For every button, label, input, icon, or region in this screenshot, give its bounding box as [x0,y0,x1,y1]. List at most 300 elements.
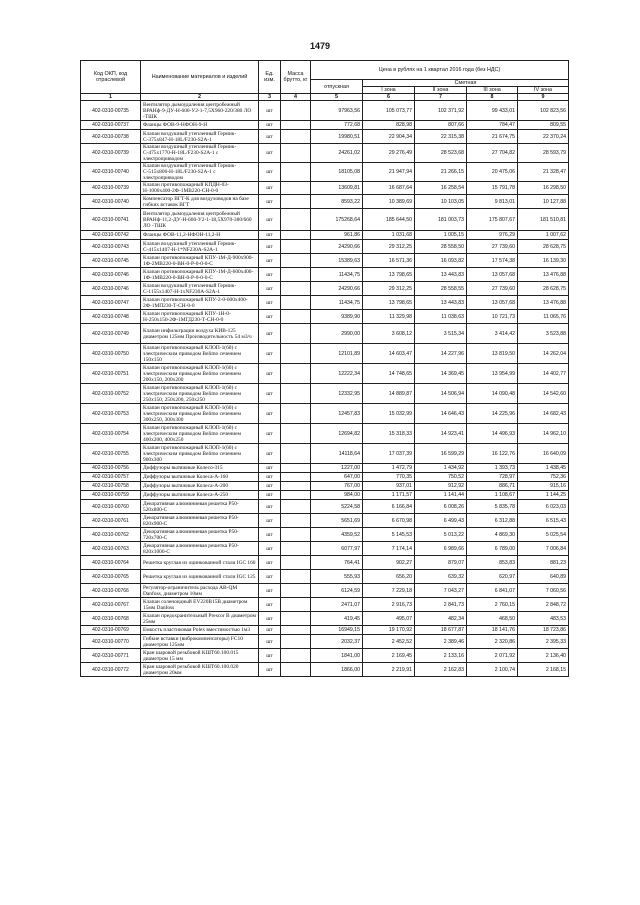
item-mass [281,296,311,310]
price-release: 2032,37 [311,635,363,649]
price-zone-4: 14 542,60 [518,384,569,404]
header-unit: Ед. изм. [259,61,281,94]
item-name: Клапан противопожарный КЛОП-1(60) с электрическим приводом Belimo сечением 250х150, 250х200, 250х250 [141,384,259,404]
price-zone-3: 15 791,78 [467,182,518,195]
price-zone-1: 6 166,84 [363,500,415,514]
price-zone-4: 7 060,56 [518,584,569,598]
price-zone-3: 2 100,74 [467,663,518,677]
price-zone-4: 3 523,88 [518,324,569,344]
item-code: 402-0310-00765 [81,570,141,584]
item-name: Клапан противопожарный КПУ-1М-Д-900х900-1Ф-2МВ220-0-ВН-0-Р-0-0-0-С [141,254,259,268]
table-row [81,635,569,649]
price-zone-3: 175 807,67 [467,209,518,231]
table-row [81,424,569,444]
table-row [81,626,569,635]
price-zone-1: 11 329,98 [363,310,415,324]
item-mass [281,195,311,209]
price-zone-1: 22 904,34 [363,130,415,144]
table-row [81,649,569,663]
price-zone-2: 13 443,83 [415,296,467,310]
item-unit: шт [259,626,281,635]
price-zone-1: 105 073,77 [363,101,415,121]
item-name: Декоративная алюминиевая решетка Р50-820х900-С [141,514,259,528]
item-mass [281,101,311,121]
item-code: 402-0310-00749 [81,324,141,344]
price-zone-2: 1 141,44 [415,491,467,500]
price-release: 2471,07 [311,598,363,612]
item-name: Клапан предохранительный Prescor B диаметром 25мм [141,612,259,626]
item-mass [281,268,311,282]
item-mass [281,542,311,556]
item-code: 402-0310-00751 [81,364,141,384]
price-zone-3: 9 813,01 [467,195,518,209]
item-code: 402-0310-00754 [81,424,141,444]
price-zone-3: 13 819,50 [467,344,518,364]
item-mass [281,663,311,677]
price-zone-2: 11 038,63 [415,310,467,324]
price-release: 8593,22 [311,195,363,209]
price-zone-1: 19 170,92 [363,626,415,635]
price-zone-1: 10 389,69 [363,195,415,209]
price-zone-1: 17 037,39 [363,444,415,464]
item-code: 402-0310-00737 [81,121,141,130]
price-zone-2: 2 389,46 [415,635,467,649]
price-zone-3: 27 739,60 [467,240,518,254]
header-price-title: Цена в рублях на 1 квартал 2016 года (без НДС) [311,61,569,80]
price-zone-1: 2 219,91 [363,663,415,677]
table-row [81,282,569,296]
item-unit: шт [259,231,281,240]
item-mass [281,584,311,598]
item-unit: шт [259,663,281,677]
item-unit: шт [259,209,281,231]
price-release: 9389,90 [311,310,363,324]
price-release: 14118,64 [311,444,363,464]
item-code: 402-0310-00756 [81,464,141,473]
item-unit: шт [259,268,281,282]
table-row [81,444,569,464]
price-zone-4: 752,36 [518,473,569,482]
price-release: 1841,00 [311,649,363,663]
item-mass [281,500,311,514]
table-row [81,491,569,500]
price-zone-2: 1 434,92 [415,464,467,473]
price-zone-4: 18 723,86 [518,626,569,635]
price-zone-2: 14 227,96 [415,344,467,364]
table-row [81,182,569,195]
column-index: 9 [518,94,569,101]
item-code: 402-0310-00740 [81,195,141,209]
price-zone-2: 28 558,50 [415,240,467,254]
price-zone-3: 620,97 [467,570,518,584]
item-code: 402-0310-00750 [81,344,141,364]
table-row [81,473,569,482]
price-zone-1: 1 171,57 [363,491,415,500]
item-name: Гибкие вставки (виброкомпенсаторы) FC10 диаметром 125мм [141,635,259,649]
item-mass [281,324,311,344]
price-release: 2990,00 [311,324,363,344]
item-unit: шт [259,240,281,254]
table-row [81,310,569,324]
price-zone-2: 14 506,94 [415,384,467,404]
table-row [81,240,569,254]
item-unit: шт [259,384,281,404]
price-zone-1: 16 687,64 [363,182,415,195]
price-zone-3: 2 320,86 [467,635,518,649]
item-code: 402-0310-00772 [81,663,141,677]
item-mass [281,404,311,424]
page-number: 1479 [309,41,331,51]
price-zone-4: 483,53 [518,612,569,626]
price-zone-1: 2 452,52 [363,635,415,649]
price-zone-3: 784,47 [467,121,518,130]
price-zone-1: 185 644,50 [363,209,415,231]
price-zone-2: 16 599,29 [415,444,467,464]
item-mass [281,424,311,444]
item-code: 402-0310-00759 [81,491,141,500]
price-zone-3: 18 141,76 [467,626,518,635]
price-zone-2: 22 315,38 [415,130,467,144]
item-name: Кран шаровой резьбовой КШТ60.100.015 диаметром 15 мм [141,649,259,663]
table-row [81,101,569,121]
item-unit: шт [259,195,281,209]
price-zone-2: 750,52 [415,473,467,482]
table-row [81,482,569,491]
item-mass [281,364,311,384]
column-index: 1 [81,94,141,101]
item-unit: шт [259,514,281,528]
price-zone-2: 639,32 [415,570,467,584]
price-zone-3: 13 057,68 [467,296,518,310]
price-zone-2: 2 133,16 [415,649,467,663]
item-mass [281,231,311,240]
item-name: Компенсатор ВГТ-К для воздуховодов на базе гибких вставок ВГТ [141,195,259,209]
column-index: 6 [363,94,415,101]
item-code: 402-0310-00764 [81,556,141,570]
price-zone-2: 6 499,43 [415,514,467,528]
column-index: 5 [311,94,363,101]
price-release: 6124,59 [311,584,363,598]
price-zone-1: 3 608,12 [363,324,415,344]
item-mass [281,163,311,182]
price-zone-1: 13 798,65 [363,268,415,282]
item-code: 402-0310-00769 [81,626,141,635]
price-zone-3: 5 835,78 [467,500,518,514]
item-name: Клапан воздушный утепленный Гермик-С-1155х1407-Н-1хNF230А-S2А-1 [141,282,259,296]
item-name: Клапан противопожарный КЛОП-1(60) с электрическим приводом Belimo сечением 400х200, 400х250 [141,424,259,444]
price-zone-3: 468,50 [467,612,518,626]
item-name: Вентилятор дымоудаления центробежный ВРАНф-11,2-ДУ-Н-600-У2-1-18,5Х970-380/660 ЛО -ТШК [141,209,259,231]
price-zone-4: 1 144,25 [518,491,569,500]
item-unit: шт [259,473,281,482]
price-zone-4: 2 136,40 [518,649,569,663]
item-mass [281,310,311,324]
item-mass [281,514,311,528]
table-row [81,612,569,626]
header-estimate: Сметная [363,80,569,87]
price-release: 12457,83 [311,404,363,424]
price-zone-1: 6 670,98 [363,514,415,528]
header-mass: Масса брутто, кг [281,61,311,94]
price-zone-1: 14 889,87 [363,384,415,404]
item-mass [281,254,311,268]
price-zone-1: 828,98 [363,121,415,130]
table-row [81,598,569,612]
item-unit: шт [259,444,281,464]
item-name: Регулятор-ограничитель расхода AB-QM Danfoss, диаметром 10мм [141,584,259,598]
column-index: 4 [281,94,311,101]
header-zone-3: III зона [467,87,518,94]
table-row [81,500,569,514]
price-zone-1: 29 312,25 [363,240,415,254]
price-release: 13609,81 [311,182,363,195]
item-name: Фланцы ФОВ-9-НФОН-9-Н [141,121,259,130]
price-zone-3: 6 841,07 [467,584,518,598]
price-release: 15389,63 [311,254,363,268]
price-zone-2: 21 266,15 [415,163,467,182]
price-zone-3: 6 312,88 [467,514,518,528]
price-release: 175268,64 [311,209,363,231]
item-mass [281,528,311,542]
header-code: Код ОКП, код отраслевой [81,61,141,94]
item-name: Клапан противопожарный КЛОП-1(60) с электрическим приводом Belimo сечением 200х150, 200х200 [141,364,259,384]
item-name: Декоративная алюминиевая решетка Р50-520х800-С [141,500,259,514]
item-unit: шт [259,635,281,649]
table-row [81,464,569,473]
price-zone-2: 2 162,83 [415,663,467,677]
item-name: Вентилятор дымоудаления центробежный ВРАНф-9-ДУ-Н-600-У2-1-7,5Х960-220/380 ЛО -ТШК [141,101,259,121]
table-row [81,570,569,584]
item-name: Диффузоры вытяжные Колесо-315 [141,464,259,473]
price-zone-3: 21 674,75 [467,130,518,144]
price-zone-4: 13 476,88 [518,268,569,282]
price-release: 24261,02 [311,144,363,163]
price-zone-1: 15 032,99 [363,404,415,424]
price-zone-4: 14 262,04 [518,344,569,364]
price-zone-2: 16 258,54 [415,182,467,195]
item-name: Диффузоры вытяжные Колеса-А-200 [141,482,259,491]
item-code: 402-0310-00745 [81,254,141,268]
price-zone-1: 16 571,36 [363,254,415,268]
price-release: 5224,58 [311,500,363,514]
item-code: 402-0310-00767 [81,598,141,612]
table-body [81,101,569,677]
price-zone-2: 6 008,26 [415,500,467,514]
price-zone-4: 881,23 [518,556,569,570]
item-unit: шт [259,130,281,144]
item-unit: шт [259,121,281,130]
item-code: 402-0310-00740 [81,163,141,182]
table-row [81,254,569,268]
price-zone-4: 2 395,33 [518,635,569,649]
item-name: Кран шаровой резьбовой КШТ60.100.020 диаметром 20мм [141,663,259,677]
item-mass [281,344,311,364]
price-zone-1: 902,27 [363,556,415,570]
item-name: Решетка круглая из оцинкованной стали IGC 125 [141,570,259,584]
price-zone-4: 1 007,62 [518,231,569,240]
price-release: 984,00 [311,491,363,500]
table-row [81,556,569,570]
item-code: 402-0310-00739 [81,182,141,195]
item-code: 402-0310-00757 [81,473,141,482]
price-zone-2: 3 515,34 [415,324,467,344]
price-release: 4359,52 [311,528,363,542]
item-code: 402-0310-00748 [81,310,141,324]
price-zone-3: 2 760,15 [467,598,518,612]
item-mass [281,209,311,231]
price-zone-2: 807,66 [415,121,467,130]
item-name: Клапан противопожарный КПДН-03-Н-1000х400-2Ф-1МВ220-СН-0-0 [141,182,259,195]
price-zone-4: 809,55 [518,121,569,130]
price-zone-3: 14 090,48 [467,384,518,404]
item-name: Клапан соленоидный EV220B15B диаметром 15мм Danfoss [141,598,259,612]
price-zone-3: 14 225,96 [467,404,518,424]
price-release: 555,93 [311,570,363,584]
table-row [81,384,569,404]
table-row [81,404,569,424]
column-index: 8 [467,94,518,101]
item-code: 402-0310-00771 [81,649,141,663]
item-code: 402-0310-00739 [81,144,141,163]
item-mass [281,121,311,130]
item-mass [281,384,311,404]
table-row [81,324,569,344]
price-zone-4: 22 370,24 [518,130,569,144]
price-zone-3: 27 704,82 [467,144,518,163]
item-mass [281,612,311,626]
price-zone-1: 14 603,47 [363,344,415,364]
price-zone-3: 728,97 [467,473,518,482]
item-code: 402-0310-00753 [81,404,141,424]
item-unit: шт [259,163,281,182]
price-release: 97963,56 [311,101,363,121]
price-zone-2: 13 443,83 [415,268,467,282]
table-row [81,144,569,163]
price-zone-3: 14 496,93 [467,424,518,444]
item-name: Решетка круглая из оцинкованной стали IGC 160 [141,556,259,570]
item-code: 402-0310-00766 [81,584,141,598]
item-name: Клапан противопожарный КПУ-1М-Д-600х400-1Ф-1МВ220-0-ВН-0-Р-0-0-0-С [141,268,259,282]
price-zone-4: 13 476,88 [518,296,569,310]
item-name: Клапан воздушный утепленный Гермик-С-475х1770-Н-18L/F230-S2А-1 с электроприводом [141,144,259,163]
price-zone-4: 181 510,81 [518,209,569,231]
item-unit: шт [259,424,281,444]
price-zone-1: 15 318,33 [363,424,415,444]
price-release: 12222,34 [311,364,363,384]
price-zone-4: 2 848,72 [518,598,569,612]
price-zone-2: 912,92 [415,482,467,491]
item-unit: шт [259,464,281,473]
price-zone-4: 16 640,09 [518,444,569,464]
item-unit: шт [259,556,281,570]
column-index: 7 [415,94,467,101]
price-zone-1: 5 145,53 [363,528,415,542]
price-release: 12332,95 [311,384,363,404]
price-zone-4: 7 006,84 [518,542,569,556]
price-zone-2: 18 677,87 [415,626,467,635]
item-name: Фланцы ФОВ-11,2-НФОН-11,2-Н [141,231,259,240]
price-zone-3: 886,71 [467,482,518,491]
price-release: 961,86 [311,231,363,240]
price-release: 11434,75 [311,268,363,282]
price-release: 1866,00 [311,663,363,677]
price-zone-4: 14 402,77 [518,364,569,384]
item-unit: шт [259,612,281,626]
price-release: 5651,69 [311,514,363,528]
price-zone-4: 6 515,43 [518,514,569,528]
price-zone-2: 6 989,66 [415,542,467,556]
item-code: 402-0310-00763 [81,542,141,556]
item-code: 402-0310-00762 [81,528,141,542]
price-zone-2: 482,34 [415,612,467,626]
price-zone-1: 2 169,45 [363,649,415,663]
item-name: Клапан противопожарный КПУ-1Н-0-Н-250х150-2Ф-1МГД230-Т-СН-0-0 [141,310,259,324]
item-mass [281,649,311,663]
price-release: 24290,66 [311,240,363,254]
item-mass [281,626,311,635]
price-release: 6077,97 [311,542,363,556]
price-zone-4: 28 628,75 [518,240,569,254]
price-zone-1: 21 947,94 [363,163,415,182]
item-code: 402-0310-00747 [81,296,141,310]
price-release: 419,45 [311,612,363,626]
item-code: 402-0310-00746 [81,268,141,282]
price-zone-4: 5 025,54 [518,528,569,542]
price-release: 647,00 [311,473,363,482]
price-zone-1: 14 748,65 [363,364,415,384]
item-mass [281,556,311,570]
table-row [81,663,569,677]
table-row [81,163,569,182]
price-zone-1: 13 798,65 [363,296,415,310]
price-zone-2: 14 923,41 [415,424,467,444]
price-zone-4: 14 962,10 [518,424,569,444]
price-zone-2: 14 369,45 [415,364,467,384]
item-unit: шт [259,254,281,268]
item-unit: шт [259,296,281,310]
item-name: Клапан инфильтрации воздуха КИВ-125 диаметром 125мм Производительность 54 м3/ч [141,324,259,344]
item-unit: шт [259,542,281,556]
price-zone-4: 21 328,47 [518,163,569,182]
table-row [81,209,569,231]
item-name: Клапан противопожарный КПУ-2-0-600х400-2Ф-1МП230-Т-СН-0-0 [141,296,259,310]
item-unit: шт [259,324,281,344]
price-table [80,60,569,677]
item-unit: шт [259,570,281,584]
price-zone-3: 99 433,01 [467,101,518,121]
price-zone-2: 102 371,92 [415,101,467,121]
item-name: Клапан воздушный утепленный Гермик-С-415х1407-Н-1*NF230А-S2А-1 [141,240,259,254]
price-zone-4: 10 127,88 [518,195,569,209]
price-zone-4: 915,16 [518,482,569,491]
table-row [81,130,569,144]
price-zone-2: 14 646,43 [415,404,467,424]
price-release: 16949,15 [311,626,363,635]
item-mass [281,473,311,482]
item-unit: шт [259,310,281,324]
item-unit: шт [259,500,281,514]
price-zone-2: 7 043,27 [415,584,467,598]
item-unit: шт [259,482,281,491]
price-zone-3: 1 108,67 [467,491,518,500]
item-mass [281,130,311,144]
item-unit: шт [259,144,281,163]
item-name: Декоративная алюминиевая решетка Р50-820х1000-С [141,542,259,556]
item-code: 402-0310-00770 [81,635,141,649]
price-zone-2: 10 103,05 [415,195,467,209]
item-mass [281,491,311,500]
item-unit: шт [259,344,281,364]
